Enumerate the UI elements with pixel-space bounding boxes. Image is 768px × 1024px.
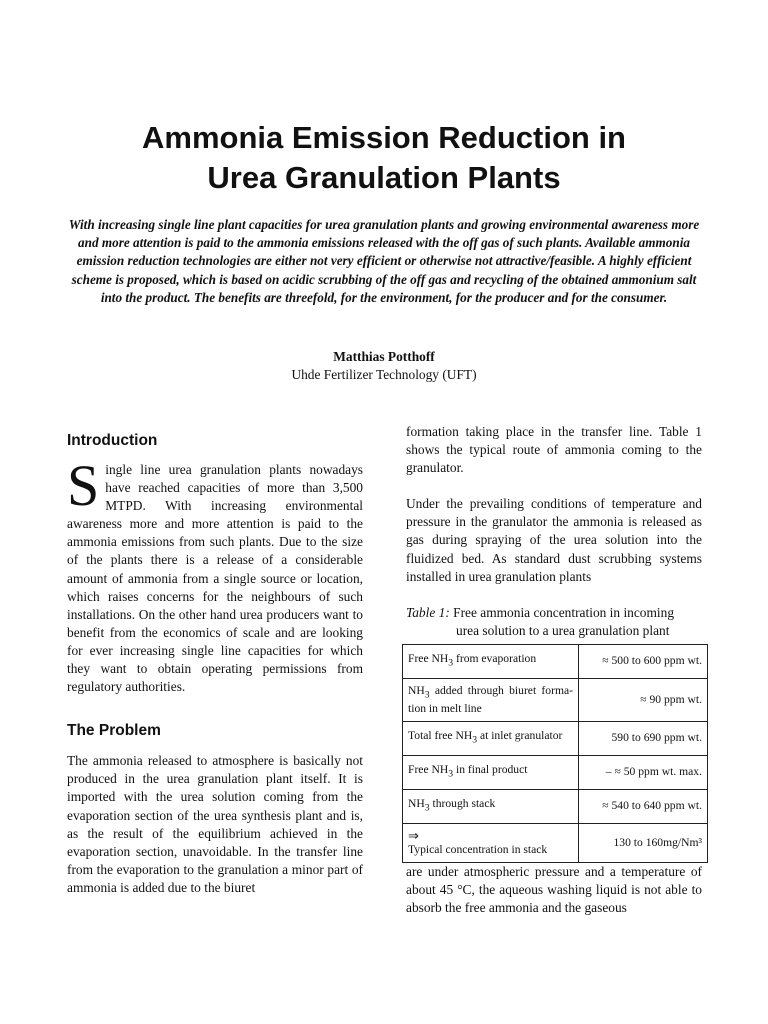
table-cell-value: 130 to 160mg/Nm³	[579, 823, 708, 862]
introduction-text: ingle line urea granulation plants nowadays have reached capacities of more than 3,500 MTPD. With increasing environmental awareness more and more attention is paid to the ammonia emissions from such plants. Due to the size of the plants there is a release of a considerable amount of ammonia from a single source or location, which raises concerns for the neighbours of such installations. On the other hand urea producers want to benefit from the economics of scale and are looking for ever increasing single line capacities for which they want to obtain operating permissions from regulatory authorities.	[67, 462, 363, 695]
table-cell-value: ≈ 500 to 600 ppm wt.	[579, 644, 708, 678]
problem-paragraph: The ammonia released to atmosphere is basically not produced in the urea granulation plant itself. It is imported with the urea solution coming from the evaporation section of the urea synthesis plant and is, as the result of the equilibrium achieved in the evaporation section, unavoidable. In the transfer line from the evaporation to the granulation a minor part of ammonia is added due to the biuret	[67, 753, 363, 895]
paper-title	[0, 118, 768, 198]
table-cell-label: Total free $NH_3$ at inlet granulator	[403, 721, 579, 755]
table-cell-label: Free $NH_3$ in final product	[403, 755, 579, 789]
author-block	[0, 348, 768, 384]
table-cell-value: ≈ 540 to 640 ppm wt.	[579, 789, 708, 823]
right-paragraph-3: are under atmospheric pressure and a temperature of about 45 °C, the aqueous washing liquid is not able to absorb the free ammonia and the gaseous	[406, 863, 702, 916]
introduction-paragraph	[67, 453, 363, 696]
table-cell-label: ⇒ Typical concentration in stack	[403, 823, 579, 862]
title-line-2: Urea Granulation Plants	[207, 160, 561, 195]
ammonia-table	[402, 644, 708, 863]
problem-heading: The Problem	[67, 722, 161, 740]
right-arrow-icon: ⇒	[408, 827, 419, 843]
author-affiliation: Uhde Fertilizer Technology (UFT)	[291, 367, 477, 382]
table-row	[403, 721, 708, 755]
table-row	[403, 755, 708, 789]
table-row	[403, 823, 708, 862]
table-cell-value: ≈ 90 ppm wt.	[579, 678, 708, 721]
table-row	[403, 644, 708, 678]
table-cell-value: – ≈ 50 ppm wt. max.	[579, 755, 708, 789]
table-caption-label: Table 1:	[406, 604, 450, 620]
table-caption-line-1: Free ammonia concentration in incoming	[453, 604, 675, 620]
introduction-heading: Introduction	[67, 432, 158, 449]
drop-cap: S	[67, 453, 100, 518]
table-cell-value: 590 to 690 ppm wt.	[579, 721, 708, 755]
table-cell-label: $NH_3$ through stack	[403, 789, 579, 823]
left-column	[67, 430, 363, 897]
right-paragraph-2: Under the prevailing conditions of temperature and pressure in the granulator the ammonia is released as gas during spraying of the urea solution into the fluidized bed. As standard dust scrubbing systems installed in urea granulation plants	[406, 496, 702, 584]
table-cell-label: $NH_3$ added through biuret formation in melt line	[403, 678, 579, 721]
table-row	[403, 678, 708, 721]
author-name: Matthias Potthoff	[333, 349, 435, 364]
right-paragraph-1: formation taking place in the transfer line. Table 1 shows the typical route of ammonia coming to the granulator.	[406, 424, 702, 476]
title-line-1: Ammonia Emission Reduction in	[142, 120, 626, 155]
right-column	[406, 423, 702, 917]
table-row	[403, 789, 708, 823]
table-cell-label: Free $NH_3$ from evaporation	[403, 644, 579, 678]
table-caption	[406, 604, 702, 640]
table-caption-line-2: urea solution to a urea granulation plant	[456, 622, 670, 638]
abstract: With increasing single line plant capacities for urea granulation plants and growing environmental awareness more and more attention is paid to the ammonia emissions released with the off gas of such plants. Available ammonia emission reduction technologies are either not very efficient or otherwise not attractive/feasible. A highly efficient scheme is proposed, which is based on acidic scrubbing of the off gas and recycling of the obtained ammonium salt into the product. The benefits are threefold, for the environment, for the producer and for the consumer.	[68, 217, 700, 305]
